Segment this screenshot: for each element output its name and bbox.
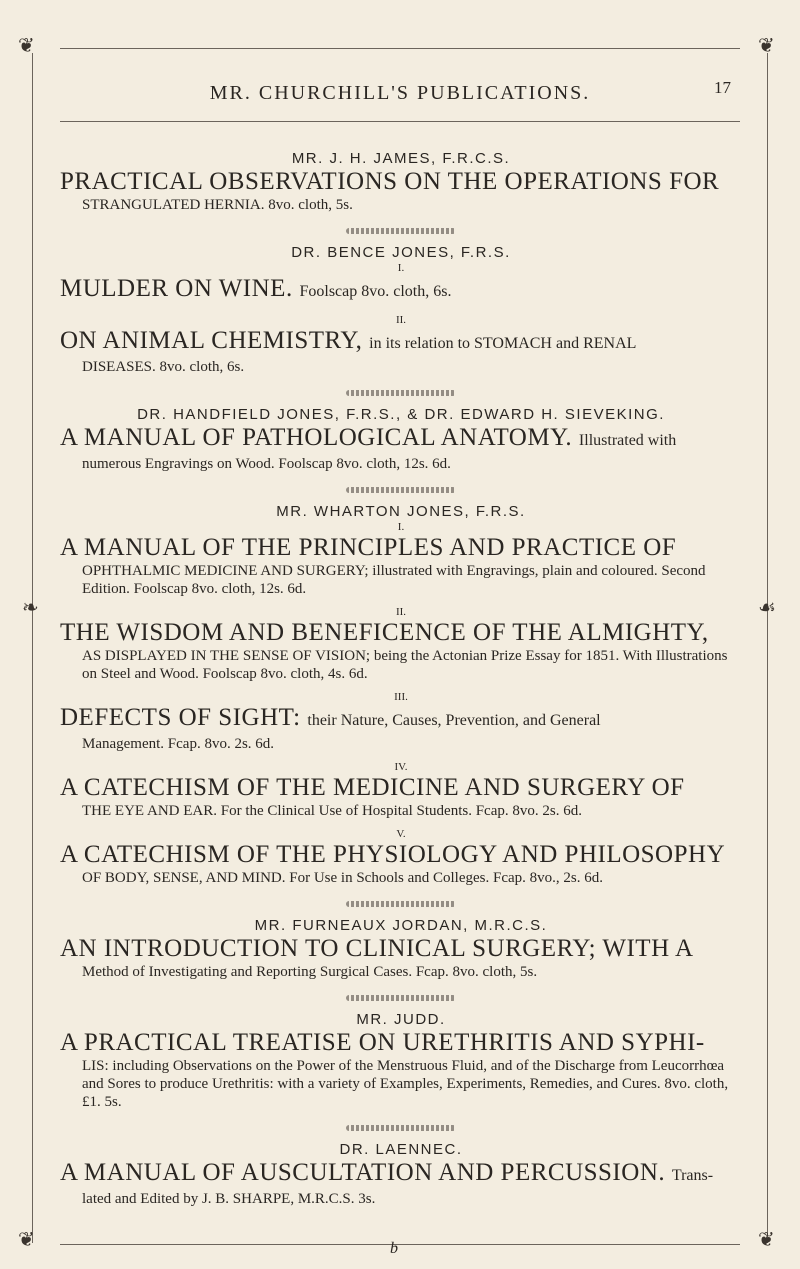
work-description: LIS: including Observations on the Power of the Menstruous Fluid, and of the Discharge from Leucorrhœa and Sores to produce Urethritis: with a variety of Examples, Experiments, Remedies, and Cures. 8vo. cloth, £1. 5s. [82, 1058, 729, 1110]
work-title [60, 704, 742, 735]
work-numeral: I. [397, 262, 405, 274]
work-title [60, 841, 742, 869]
work-description: AS DISPLAYED IN THE SENSE OF VISION; being the Actonian Prize Essay for 1851. With Illustrations on Steel and Wood. Foolscap 8vo. cloth, 4s. 6d. [82, 648, 728, 682]
section-divider [346, 995, 456, 1001]
work-entry [60, 168, 742, 214]
author-heading: DR. BENCE JONES, F.R.S. [291, 244, 511, 261]
work-entry [60, 704, 742, 753]
bottom-right-ornament-icon: ❦ [758, 1229, 775, 1251]
work-title [60, 275, 742, 306]
work-description: numerous Engravings on Wood. Foolscap 8vo. cloth, 12s. 6d. [82, 456, 451, 472]
bottom-left-ornament-icon: ❦ [18, 1229, 35, 1251]
right-border [767, 53, 768, 1243]
work-description: lated and Edited by J. B. SHARPE, M.R.C.S. 3s. [82, 1191, 376, 1207]
work-title-text: THE WISDOM AND BENEFICENCE OF THE ALMIGHTY, [60, 619, 709, 646]
work-title-text: AN INTRODUCTION TO CLINICAL SURGERY; WITH A [60, 935, 694, 962]
work-description: OF BODY, SENSE, AND MIND. For Use in Schools and Colleges. Fcap. 8vo., 2s. 6d. [82, 870, 603, 886]
work-title-tail: Foolscap 8vo. cloth, 6s. [299, 283, 452, 300]
page-header: MR. CHURCHILL'S PUBLICATIONS. [209, 82, 591, 104]
work-title-text: PRACTICAL OBSERVATIONS ON THE OPERATIONS FOR [60, 168, 720, 195]
work-title [60, 774, 742, 802]
work-title [60, 935, 742, 963]
section-divider [346, 390, 456, 396]
work-entry [60, 935, 742, 981]
work-entry [60, 327, 742, 376]
section-divider [346, 487, 456, 493]
work-numeral: IV. [394, 761, 408, 773]
work-entry [60, 619, 742, 683]
work-title-text: DEFECTS OF SIGHT: [60, 704, 301, 731]
work-title-tail: in its relation to STOMACH and RENAL [369, 335, 637, 352]
work-title [60, 1159, 742, 1190]
left-border [32, 53, 33, 1243]
work-description: Method of Investigating and Reporting Surgical Cases. Fcap. 8vo. cloth, 5s. [82, 964, 538, 980]
work-title [60, 168, 742, 196]
catalogue-content [60, 150, 742, 1216]
right-mid-ornament-icon: ☙ [758, 597, 776, 619]
section-divider [346, 228, 456, 234]
author-heading: MR. J. H. JAMES, F.R.C.S. [291, 150, 511, 167]
work-entry [60, 275, 742, 306]
work-numeral: II. [395, 606, 407, 618]
work-title-text: A MANUAL OF PATHOLOGICAL ANATOMY. [60, 424, 573, 451]
author-heading: MR. WHARTON JONES, F.R.S. [276, 503, 526, 520]
header-rule [60, 121, 740, 122]
work-numeral: III. [394, 691, 408, 703]
author-heading: MR. JUDD. [356, 1011, 446, 1028]
work-title-text: A CATECHISM OF THE PHYSIOLOGY AND PHILOSOPHY [60, 841, 726, 868]
work-title [60, 534, 742, 562]
work-numeral: V. [396, 828, 406, 840]
work-entry [60, 1029, 742, 1111]
top-left-ornament-icon: ❦ [18, 35, 35, 57]
work-title [60, 1029, 742, 1057]
work-entry [60, 1159, 742, 1208]
work-description: Management. Fcap. 8vo. 2s. 6d. [82, 736, 275, 752]
bottom-rule [60, 1244, 740, 1245]
work-numeral: I. [397, 521, 405, 533]
work-title-text: A MANUAL OF THE PRINCIPLES AND PRACTICE OF [60, 534, 677, 561]
work-title-text: A PRACTICAL TREATISE ON URETHRITIS AND SYPHI- [60, 1029, 705, 1056]
work-title [60, 327, 742, 358]
work-entry [60, 534, 742, 598]
work-title-text: A MANUAL OF AUSCULTATION AND PERCUSSION. [60, 1159, 666, 1186]
page-number: 17 [714, 78, 731, 97]
left-mid-ornament-icon: ❧ [22, 597, 39, 619]
work-entry [60, 424, 742, 473]
work-title-text: A CATECHISM OF THE MEDICINE AND SURGERY OF [60, 774, 685, 801]
section-divider [346, 901, 456, 907]
work-title-tail: their Nature, Causes, Prevention, and General [307, 712, 601, 729]
work-title [60, 619, 742, 647]
top-right-ornament-icon: ❦ [758, 35, 775, 57]
work-title-tail: Trans- [671, 1167, 714, 1184]
work-numeral: II. [395, 314, 407, 326]
work-title-text: ON ANIMAL CHEMISTRY, [60, 327, 363, 354]
work-title-tail: Illustrated with [578, 432, 677, 449]
work-description: STRANGULATED HERNIA. 8vo. cloth, 5s. [82, 197, 353, 213]
top-rule [60, 48, 740, 49]
work-description: DISEASES. 8vo. cloth, 6s. [82, 359, 245, 375]
author-heading: DR. LAENNEC. [339, 1141, 463, 1158]
work-entry [60, 841, 742, 887]
section-divider [346, 1125, 456, 1131]
work-description: OPHTHALMIC MEDICINE AND SURGERY; illustrated with Engravings, plain and coloured. Second Edition. Foolscap 8vo. cloth, 12s. 6d. [82, 563, 706, 597]
author-heading: DR. HANDFIELD JONES, F.R.S., & DR. EDWARD H. SIEVEKING. [137, 406, 665, 423]
work-title-text: MULDER ON WINE. [60, 275, 293, 302]
author-heading: MR. FURNEAUX JORDAN, M.R.C.S. [254, 917, 548, 934]
signature-mark: b [390, 1240, 398, 1257]
work-description: THE EYE AND EAR. For the Clinical Use of Hospital Students. Fcap. 8vo. 2s. 6d. [82, 803, 582, 819]
work-entry [60, 774, 742, 820]
work-title [60, 424, 742, 455]
